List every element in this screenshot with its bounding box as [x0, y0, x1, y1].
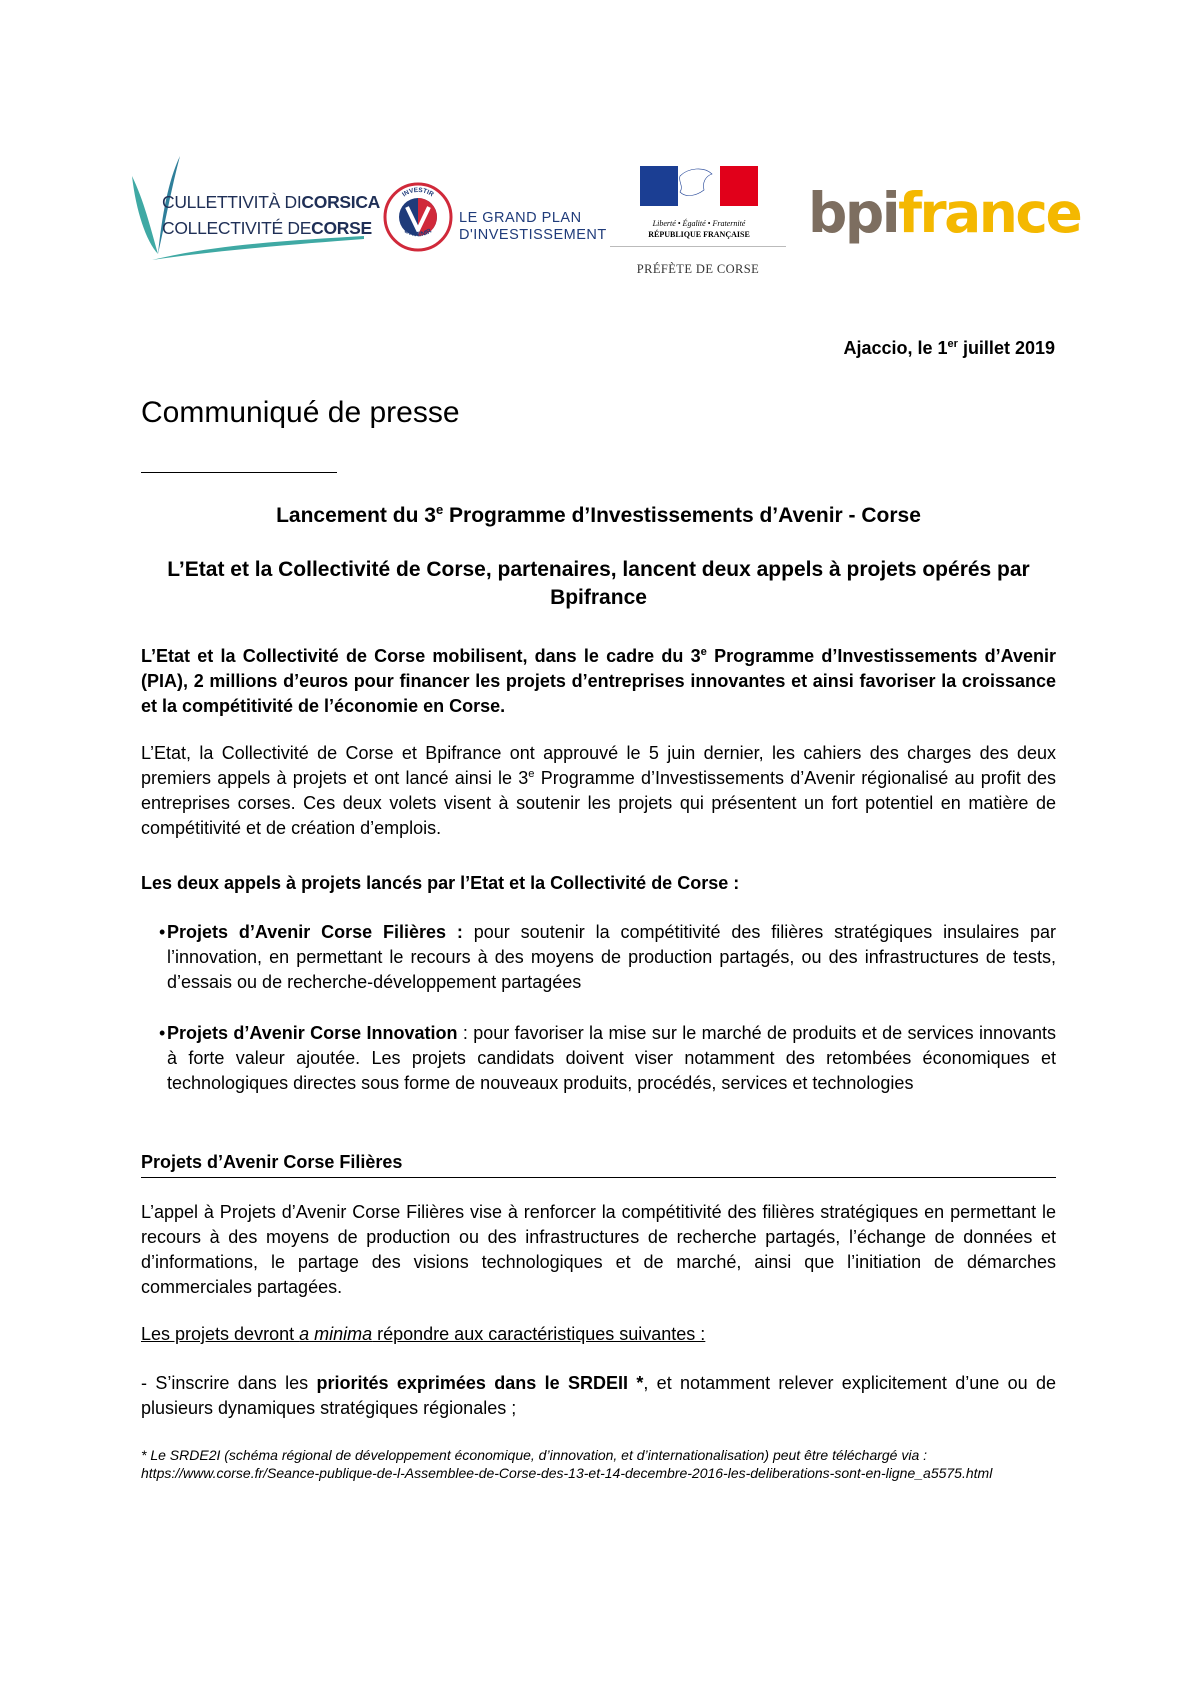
section-heading: Projets d’Avenir Corse Filières — [141, 1150, 1056, 1178]
prefecture-divider — [610, 246, 786, 247]
grand-plan-line1: LE GRAND PLAN — [459, 210, 582, 226]
heading-underline-rule — [141, 472, 337, 473]
footnote-url[interactable]: https://www.corse.fr/Seance-publique-de-l-Assemblee-de-Corse-des-13-et-14-decembre-2016-les-deliberations-sont-en-ligne_a5575.html — [141, 1465, 993, 1481]
marianne-flag-icon — [640, 162, 758, 206]
collectivite-de-corse-logo — [128, 156, 381, 264]
bpifrance-logo-part-france: france — [898, 181, 1081, 245]
section-paragraph: L’appel à Projets d’Avenir Corse Filières vise à renforcer la compétitivité des filières stratégiques en permettant le recours à des moyens de production ou des infrastructures de recherche partagés, l’échange de données et d’informations, le partage des visions technologiques et de marché, ainsi que l’initiation de démarches commerciales partagées. — [141, 1202, 1056, 1297]
main-title: Lancement du 3e Programme d’Investissements d’Avenir - Corse — [276, 502, 921, 527]
prefete-title: PRÉFÈTE DE CORSE — [636, 262, 760, 276]
list-item-label: Projets d’Avenir Corse Innovation — [167, 1023, 458, 1043]
republic-name: RÉPUBLIQUE FRANÇAISE — [648, 230, 750, 239]
grand-plan-text — [459, 210, 607, 244]
list-item — [159, 1021, 1056, 1096]
collectivite-line-french: COLLECTIVITÉ DECORSE — [162, 218, 372, 238]
grand-plan-investissement-logo — [383, 170, 607, 260]
intro-paragraph: L’Etat et la Collectivité de Corse mobilisent, dans le cadre du 3e Programme d’Investissements d’Avenir (PIA), 2 millions d’euros pour financer les projets d’entreprises innovantes et ainsi favoriser la croissance et la compétitivité de l’économie en Corse. — [141, 646, 1056, 716]
list-item-text: pour soutenir la compétitivité des filières stratégiques insulaires par l’innovation, en permettant le recours à des moyens de production partagés, ou des infrastructures de tests, d’essais ou de recherche-développement partagées — [167, 922, 1056, 992]
marianne-motto-block — [640, 218, 758, 240]
list-item-label: Projets d’Avenir Corse Filières : — [167, 922, 463, 942]
seal-bottom-text: L'AVENIR — [403, 227, 433, 239]
republic-motto: Liberté • Égalité • Fraternité — [652, 219, 746, 228]
place-and-date: Ajaccio, le 1er juillet 2019 — [843, 338, 1055, 358]
logo-banner — [0, 0, 1191, 290]
body-paragraph: L’Etat, la Collectivité de Corse et Bpifrance ont approuvé le 5 juin dernier, les cahiers des charges des deux premiers appels à projets et ont lancé ainsi le 3e Programme d’Investissements d’Avenir régionalisé au profit des entreprises corses. Ces deux volets visent à soutenir les projets qui présentent un fort potentiel en matière de compétitivité et de création d’emplois. — [141, 743, 1056, 838]
bullet-icon: • — [159, 1023, 166, 1043]
prefete-de-corse-logo — [610, 162, 786, 292]
bullet-icon: • — [159, 922, 166, 942]
bpifrance-logo — [808, 181, 1081, 254]
bpifrance-logo-part-bpi: bpi — [808, 181, 899, 245]
grand-plan-line2: D'INVESTISSEMENT — [459, 227, 607, 243]
footnote-text: * Le SRDE2I (schéma régional de développement économique, d’innovation, et d’internationalisation) peut être téléchargé via : — [141, 1447, 928, 1463]
calls-heading: Les deux appels à projets lancés par l’Etat et la Collectivité de Corse : — [141, 873, 740, 893]
list-item — [159, 920, 1056, 995]
collectivite-line-corsican: CULLETTIVITÀ DICORSICA — [162, 192, 381, 212]
list-item-text: : pour favoriser la mise sur le marché de produits et de services innovants à forte valeur ajoutée. Les projets candidats doivent viser notamment des retombées économiques et technologiques directes sous forme de nouveaux produits, procédés, services et technologies — [167, 1023, 1056, 1093]
subtitle: L’Etat et la Collectivité de Corse, partenaires, lancent deux appels à projets opérés par Bpifrance — [167, 558, 1030, 609]
footnote — [141, 1446, 1056, 1482]
criteria-intro: Les projets devront a minima répondre aux caractéristiques suivantes : — [141, 1324, 706, 1344]
document-type-heading: Communiqué de presse — [141, 396, 460, 429]
investir-avenir-seal-icon — [383, 172, 453, 258]
seal-top-text: INVESTIR — [401, 186, 435, 199]
criteria-item: - S’inscrire dans les priorités exprimées dans le SRDEII *, et notamment relever explicitement d’une ou de plusieurs dynamiques stratégiques régionales ; — [141, 1373, 1056, 1418]
